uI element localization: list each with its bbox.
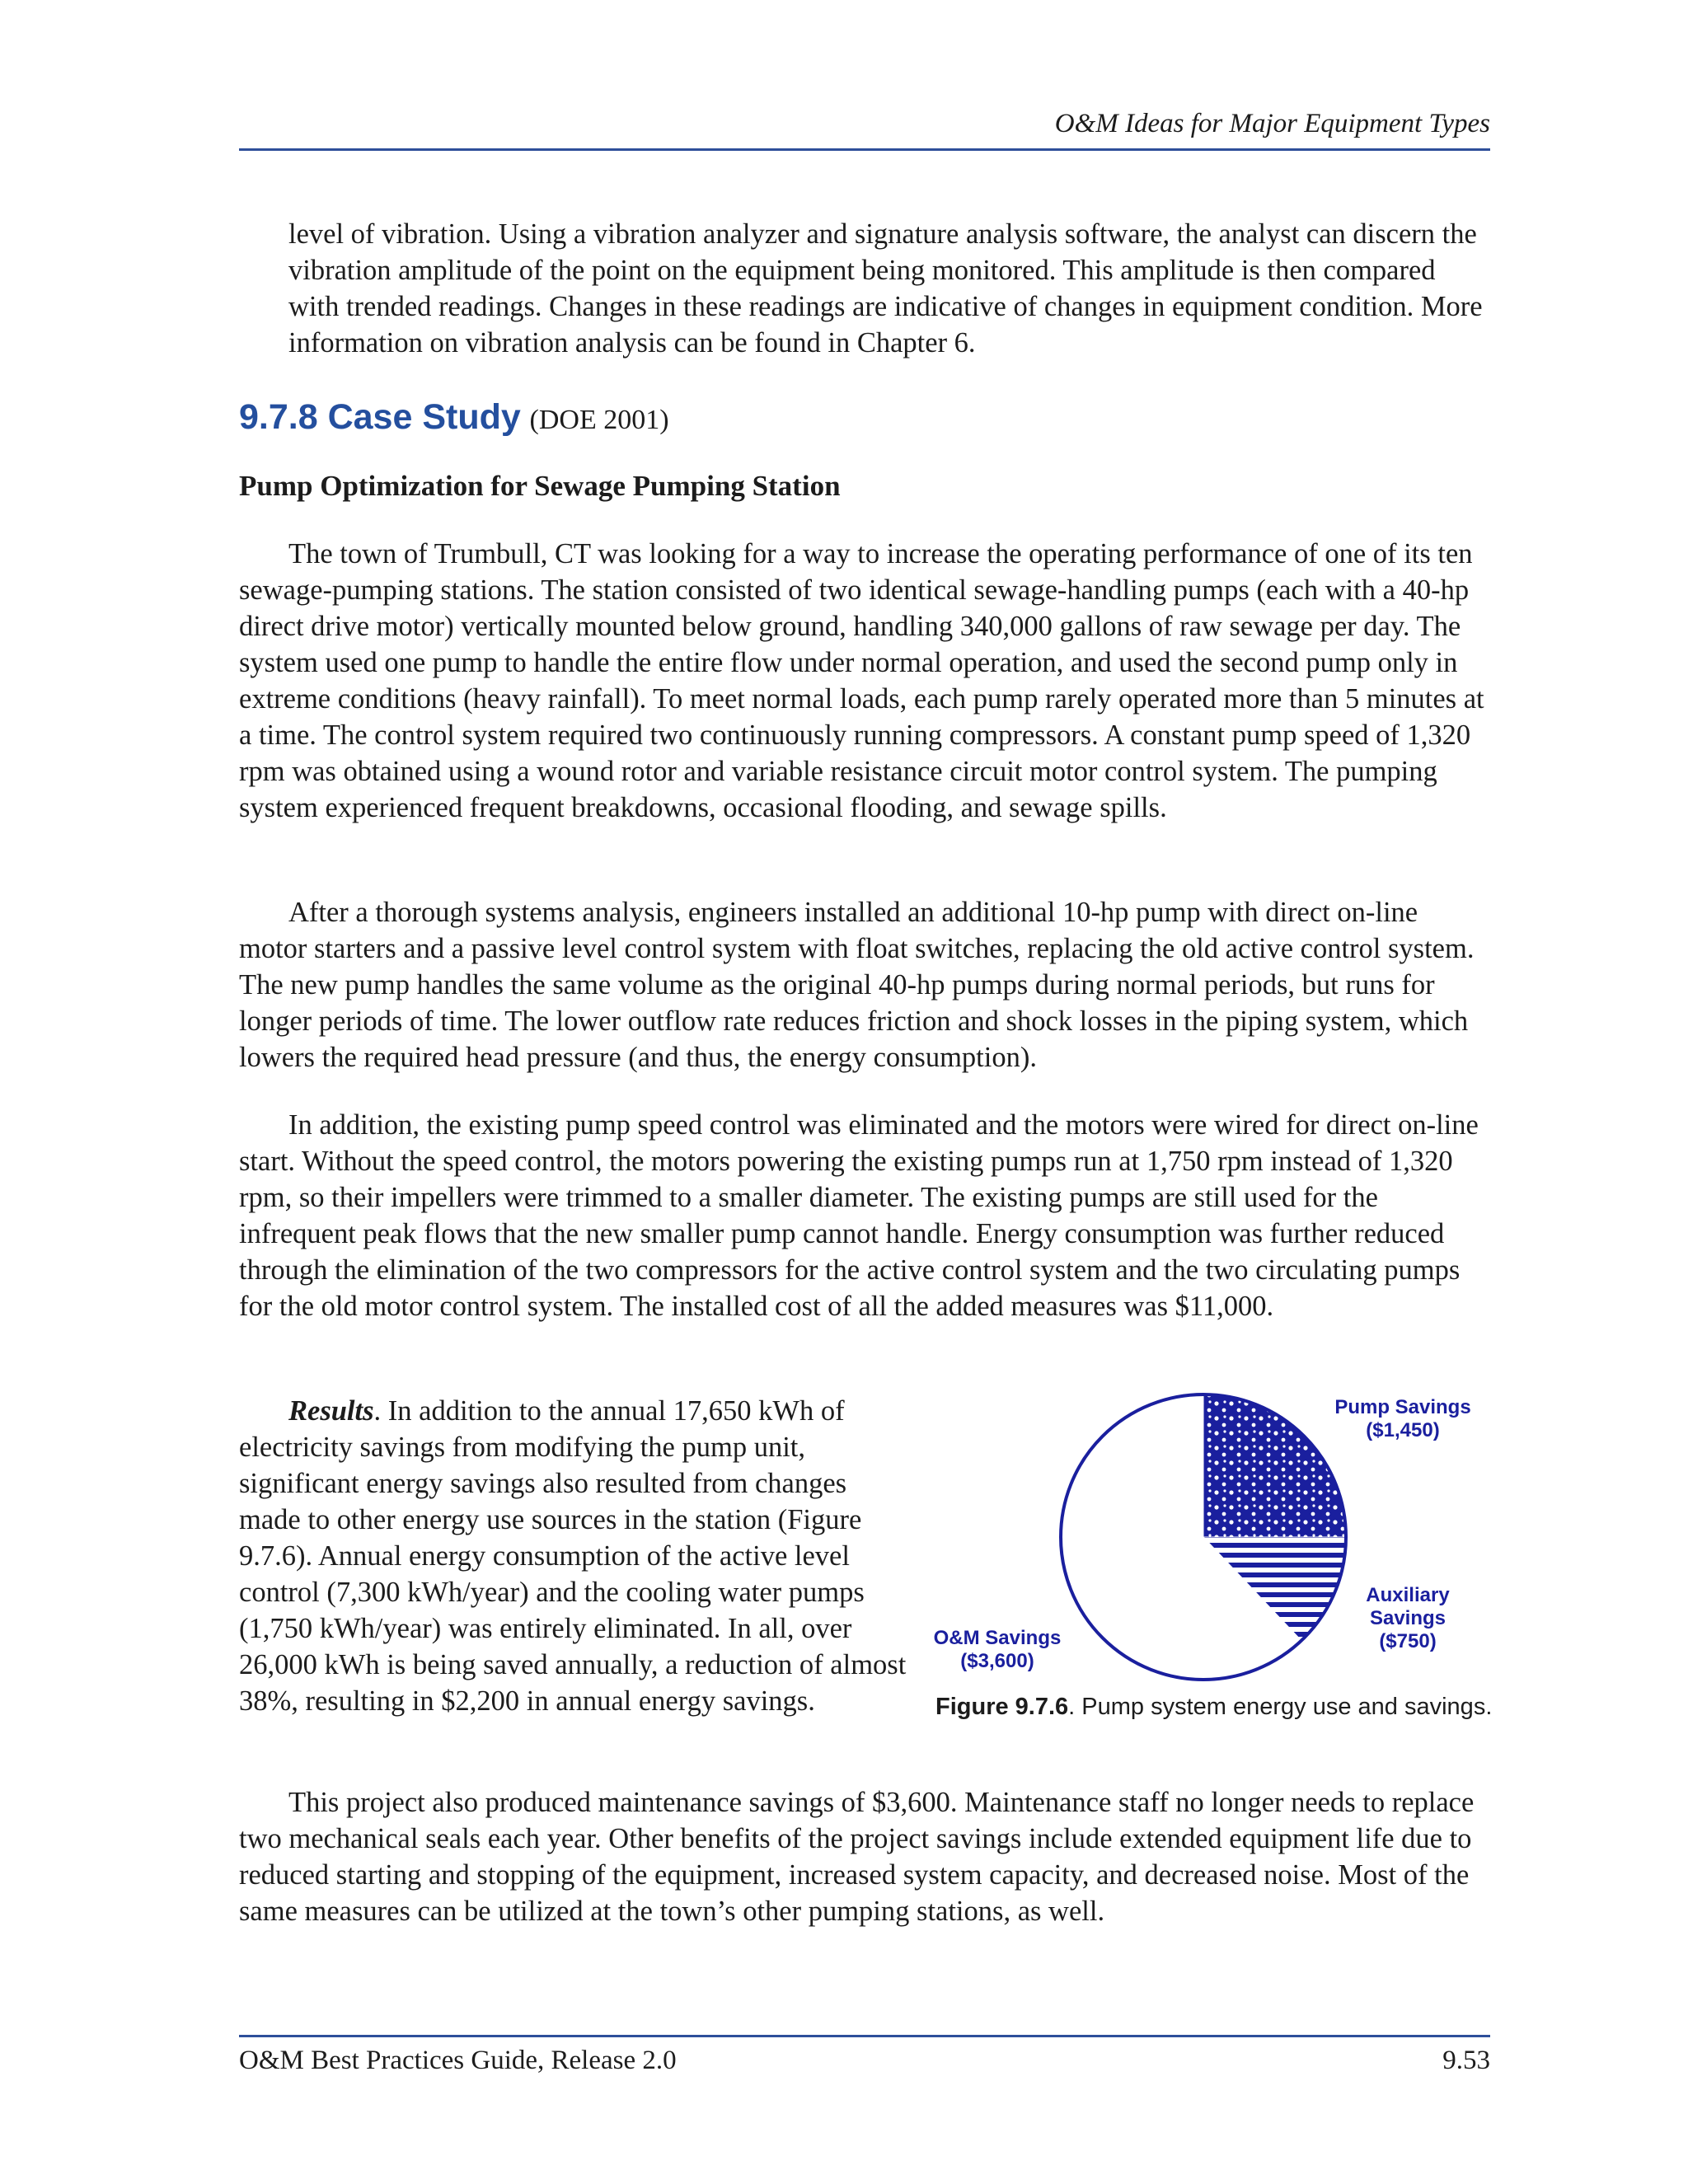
pie-label-om-line-1: O&M Savings: [933, 1627, 1062, 1649]
paragraph-results: [239, 1393, 907, 1719]
running-header: O&M Ideas for Major Equipment Types: [1054, 109, 1490, 138]
page-number: 9.53: [1442, 2046, 1490, 2075]
pie-label-aux-line-3: ($750): [1379, 1630, 1437, 1652]
figure-label: Figure 9.7.6: [935, 1694, 1069, 1720]
pie-label-aux-line-1: Auxiliary: [1366, 1584, 1450, 1606]
section-title: 9.7.8 Case Study: [239, 397, 521, 437]
paragraph-speed-control: In addition, the existing pump speed control was eliminated and the motors were wired for direct on-line start. Without the speed control, the motors powering the existing pumps run at 1,750 rpm instead of 1,320 rpm, so their impellers were trimmed to a smaller diameter. The existing pumps are still used for the infrequent peak flows that the new smaller pump cannot handle. Energy consumption was further reduced through the elimination of the two compressors for the active control system and the two circulating pumps for the old motor control system. The installed cost of all the added measures was $11,000.: [239, 1109, 1479, 1322]
footer-guide-title: O&M Best Practices Guide, Release 2.0: [239, 2046, 677, 2075]
results-body: . In addition to the annual 17,650 kWh of electricity savings from modifying the pump unit, significant energy savings also resulted from changes made to other energy use sources in the station (Figure 9.7.6). Annual energy consumption of the active level control (7,300 kWh/year) and the cooling water pumps (1,750 kWh/year) was entirely eliminated. In all, over 26,000 kWh is being saved annually, a reduction of almost 38%, resulting in $2,200 in annual energy savings.: [239, 1395, 907, 1717]
figure-caption-text: . Pump system energy use and savings.: [1068, 1694, 1493, 1720]
paragraph-maintenance: This project also produced maintenance savings of $3,600. Maintenance staff no longer needs to replace two mechanical seals each year. Other benefits of the project savings include extended equipment life due to reduced starting and stopping of the equipment, increased system capacity, and decreased noise. Most of the same measures can be utilized at the town’s other pumping stations, as well.: [239, 1787, 1475, 1927]
case-study-subheading: Pump Optimization for Sewage Pumping Station: [239, 470, 841, 502]
pie-chart: [931, 1385, 1492, 1691]
intro-paragraph: level of vibration. Using a vibration analyzer and signature analysis software, the analyst can discern the vibration amplitude of the point on the equipment being monitored. This amplitude is then compared with trended readings. Changes in these readings are indicative of changes in equipment condition. More information on vibration analysis can be found in Chapter 6.: [288, 218, 1483, 359]
results-label: Results: [288, 1395, 374, 1427]
footer-rule: [239, 2035, 1490, 2037]
figure-caption: [935, 1692, 1496, 1722]
pie-label-aux-line-2: Savings: [1369, 1607, 1447, 1629]
header-rule: [239, 148, 1490, 151]
pie-chart-figure: [931, 1385, 1492, 1691]
pie-label-pump-line-2: ($1,450): [1366, 1419, 1440, 1441]
section-citation: (DOE 2001): [529, 405, 669, 435]
pie-label-om-line-2: ($3,600): [960, 1650, 1034, 1672]
pie-label-pump-line-1: Pump Savings: [1334, 1396, 1471, 1418]
section-heading: [239, 396, 1490, 442]
pie-slice-pump-savings: [1203, 1394, 1346, 1537]
paragraph-analysis: After a thorough systems analysis, engineers installed an additional 10-hp pump with direct on-line motor starters and a passive level control system with float switches, replacing the old active control system. The new pump handles the same volume as the original 40-hp pumps during normal periods, but runs for longer periods of time. The lower outflow rate reduces friction and shock losses in the piping system, which lowers the required head pressure (and thus, the energy consumption).: [239, 897, 1475, 1073]
paragraph-background: The town of Trumbull, CT was looking for a way to increase the operating performance of one of its ten sewage-pumping stations. The station consisted of two identical sewage-handling pumps (each with a 40-hp direct drive motor) vertically mounted below ground, handling 340,000 gallons of raw sewage per day. The system used one pump to handle the entire flow under normal operation, and used the second pump only in extreme conditions (heavy rainfall). To meet normal loads, each pump rarely operated more than 5 minutes at a time. The control system required two continuously running compressors. A constant pump speed of 1,320 rpm was obtained using a wound rotor and variable resistance circuit motor control system. The pumping system experienced frequent breakdowns, occasional flooding, and sewage spills.: [239, 538, 1484, 823]
